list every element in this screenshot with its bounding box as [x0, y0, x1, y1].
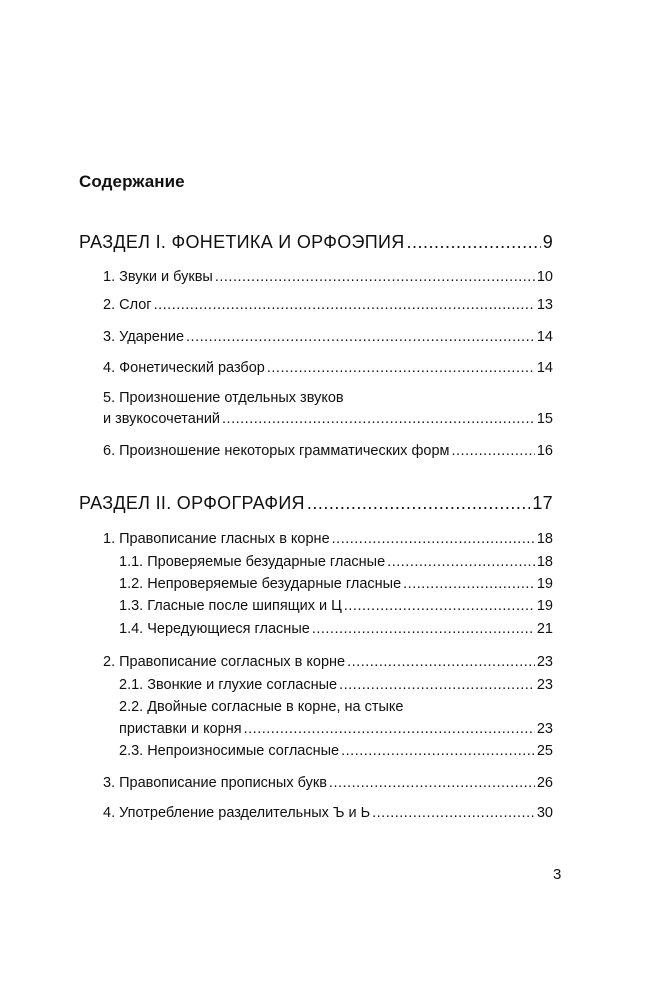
- toc-page-number: 23: [536, 721, 553, 737]
- toc-page-number: 16: [536, 443, 553, 459]
- toc-leader-dots: [339, 676, 535, 694]
- toc-leader-dots: [215, 268, 535, 286]
- toc-entry-1-3[interactable]: [103, 328, 553, 346]
- toc-leader-dots: [451, 442, 534, 460]
- toc-entry-label: и звукосочетаний: [103, 411, 221, 427]
- toc-leader-dots: [329, 774, 535, 792]
- toc-subentry-2-1-2[interactable]: [119, 575, 553, 593]
- toc-entry-1-5-line1[interactable]: 5. Произношение отдельных звуков: [103, 390, 344, 406]
- toc-page-number: 23: [536, 654, 553, 670]
- toc-subentry-2-1-3[interactable]: [119, 597, 553, 615]
- toc-subentry-2-2-2[interactable]: [119, 720, 553, 738]
- toc-page-number: 17: [532, 493, 553, 513]
- toc-subentry-label: 1.3. Гласные после шипящих и Ц: [119, 598, 342, 614]
- toc-page-number: 14: [536, 360, 553, 376]
- toc-entry-1-1[interactable]: [103, 268, 553, 286]
- toc-leader-dots: [403, 575, 535, 593]
- toc-page-number: 13: [536, 297, 553, 313]
- toc-leader-dots: [244, 720, 535, 738]
- toc-leader-dots: [344, 597, 535, 615]
- toc-page-number: 26: [536, 775, 553, 791]
- toc-entry-2-2[interactable]: [103, 653, 553, 671]
- toc-page-number: 18: [536, 554, 553, 570]
- toc-leader-dots: [307, 492, 531, 514]
- toc-subentry-2-2-1[interactable]: [119, 676, 553, 694]
- toc-entry-label: 4. Фонетический разбор: [103, 360, 265, 376]
- toc-subentry-label: приставки и корня: [119, 721, 242, 737]
- toc-entry-2-4[interactable]: [103, 804, 553, 822]
- toc-entry-label: 6. Произношение некоторых грамматических форм: [103, 443, 450, 459]
- toc-page-number: 10: [536, 269, 553, 285]
- toc-subentry-label: 2.1. Звонкие и глухие согласные: [119, 677, 338, 693]
- page-title: Содержание: [79, 172, 185, 191]
- page-number: 3: [553, 866, 562, 883]
- toc-page-number: 14: [536, 329, 553, 345]
- toc-leader-dots: [387, 553, 535, 571]
- toc-page-number: 15: [536, 411, 553, 427]
- toc-entry-label: 2. Слог: [103, 297, 152, 313]
- toc-leader-dots: [332, 530, 535, 548]
- toc-entry-1-4[interactable]: [103, 359, 553, 377]
- toc-subentry-label: 2.3. Непроизносимые согласные: [119, 743, 340, 759]
- toc-page-number: 25: [536, 743, 553, 759]
- toc-page-number: 9: [542, 232, 553, 252]
- toc-section-1[interactable]: [79, 231, 553, 253]
- toc-subentry-2-2-2-line1[interactable]: 2.2. Двойные согласные в корне, на стыке: [119, 699, 404, 715]
- toc-page-number: 19: [536, 598, 553, 614]
- toc-subentry-label: 1.4. Чередующиеся гласные: [119, 621, 310, 637]
- toc-entry-2-3[interactable]: [103, 774, 553, 792]
- toc-section-label: РАЗДЕЛ I. ФОНЕТИКА И ОРФОЭПИЯ: [79, 232, 405, 252]
- toc-subentry-2-1-4[interactable]: [119, 620, 553, 638]
- toc-leader-dots: [347, 653, 535, 671]
- toc-section-2[interactable]: [79, 492, 553, 514]
- toc-leader-dots: [267, 359, 535, 377]
- toc-subentry-2-1-1[interactable]: [119, 553, 553, 571]
- toc-section-label: РАЗДЕЛ II. ОРФОГРАФИЯ: [79, 493, 305, 513]
- toc-entry-label: 3. Ударение: [103, 329, 185, 345]
- toc-entry-1-2[interactable]: [103, 296, 553, 314]
- toc-page-number: 23: [536, 677, 553, 693]
- toc-page-number: 30: [536, 805, 553, 821]
- toc-leader-dots: [222, 410, 535, 428]
- toc-subentry-label: 1.2. Непроверяемые безударные гласные: [119, 576, 402, 592]
- toc-entry-label: 3. Правописание прописных букв: [103, 775, 327, 791]
- toc-entry-label: 1. Правописание гласных в корне: [103, 531, 330, 547]
- toc-entry-label: 1. Звуки и буквы: [103, 269, 213, 285]
- toc-leader-dots: [312, 620, 535, 638]
- toc-leader-dots: [341, 742, 535, 760]
- toc-subentry-label: 1.1. Проверяемые безударные гласные: [119, 554, 386, 570]
- toc-leader-dots: [407, 231, 541, 253]
- toc-entry-1-5[interactable]: [103, 410, 553, 428]
- toc-entry-2-1[interactable]: [103, 530, 553, 548]
- toc-leader-dots: [154, 296, 535, 314]
- toc-subentry-2-2-3[interactable]: [119, 742, 553, 760]
- toc-leader-dots: [186, 328, 535, 346]
- toc-entry-label: 4. Употребление разделительных Ъ и Ь: [103, 805, 371, 821]
- toc-page-number: 21: [536, 621, 553, 637]
- toc-entry-label: 2. Правописание согласных в корне: [103, 654, 346, 670]
- toc-page-number: 19: [536, 576, 553, 592]
- toc-leader-dots: [372, 804, 535, 822]
- toc-entry-1-6[interactable]: [103, 442, 553, 460]
- toc-page-number: 18: [536, 531, 553, 547]
